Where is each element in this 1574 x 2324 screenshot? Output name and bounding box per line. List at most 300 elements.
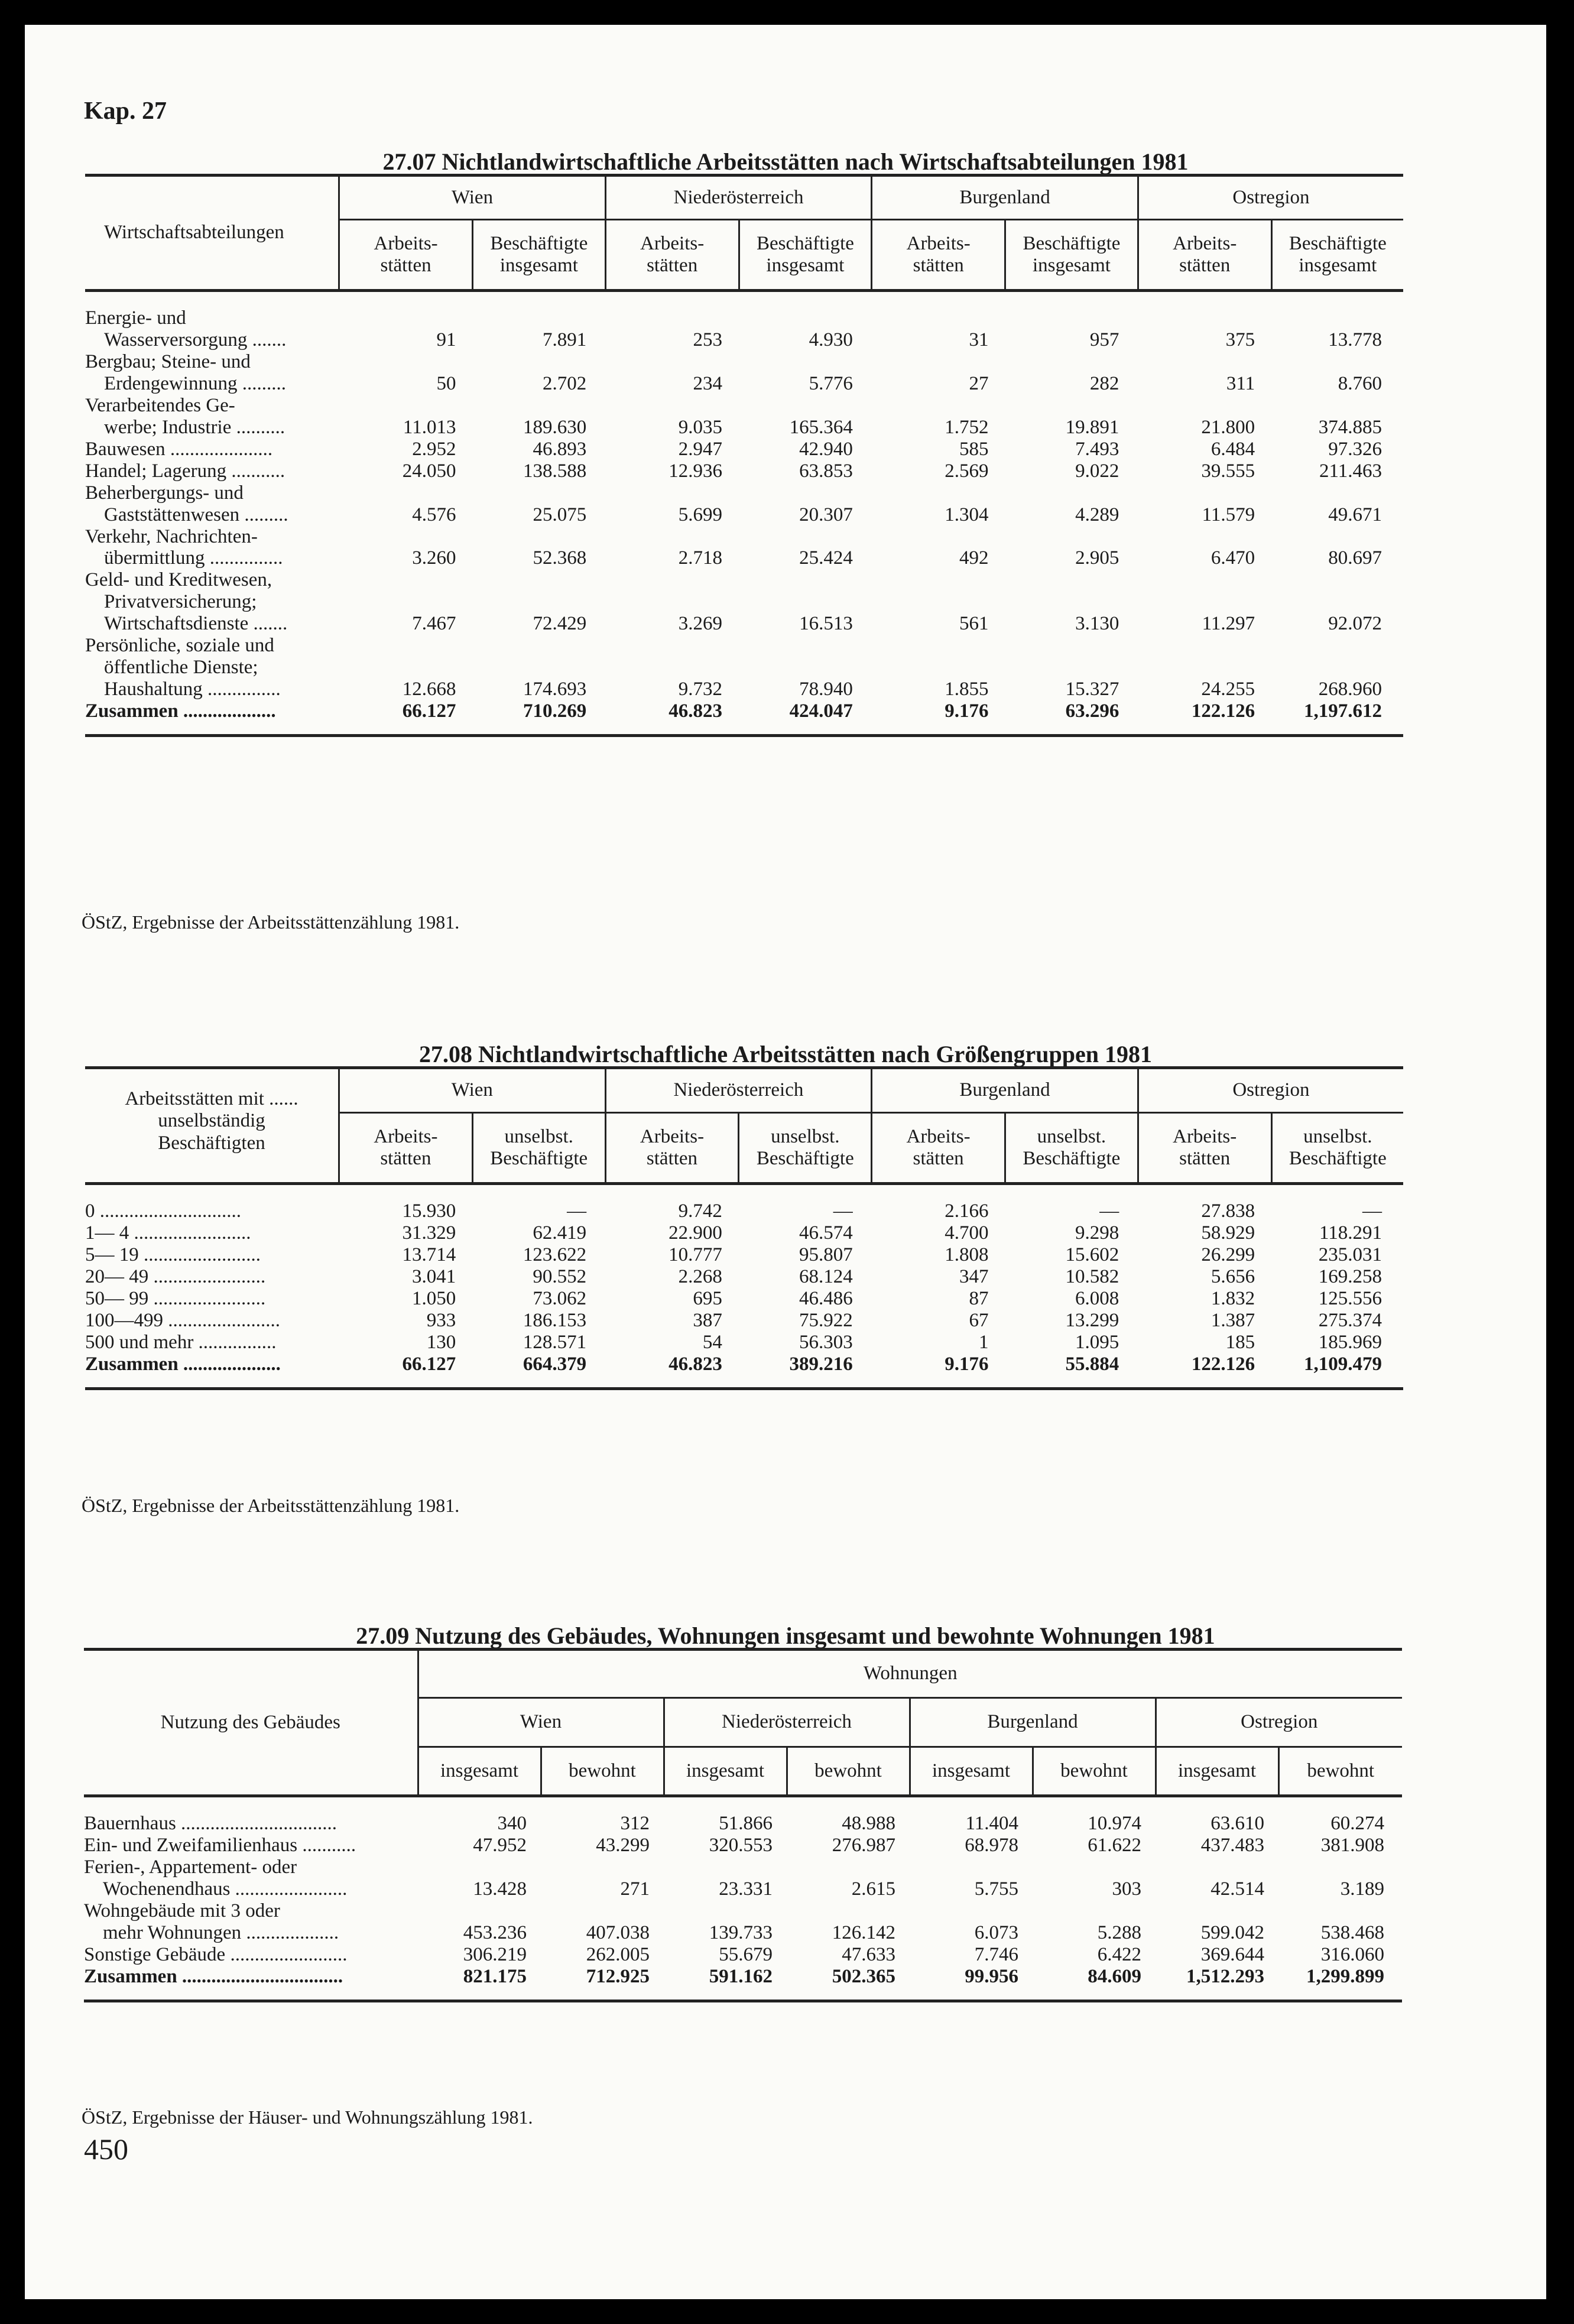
table-27-08-source: ÖStZ, Ergebnisse der Arbeitsstättenzählung 1981. (82, 1495, 460, 1516)
table-cell: 91 (436, 329, 456, 350)
table-row (85, 1244, 1403, 1266)
table-cell: 2.268 (678, 1265, 722, 1287)
table-cell: 374.885 (1318, 416, 1382, 438)
table-cell: 24.255 (1201, 679, 1255, 700)
table-cell: 52.368 (533, 547, 587, 569)
table-cell: 46.574 (799, 1222, 853, 1244)
column-header: insgesamt (1156, 1747, 1278, 1796)
table-cell: 561 (959, 613, 989, 635)
row-label: Bauernhaus ................................ (84, 1813, 337, 1834)
row-label: Energie- und (85, 307, 186, 329)
table-cell: 12.668 (402, 679, 456, 700)
table-cell: 31 (969, 329, 989, 350)
table-cell: 47.952 (473, 1834, 527, 1856)
table-cell: 492 (959, 547, 989, 569)
table-cell: 306.219 (463, 1943, 527, 1965)
table-row (85, 351, 1403, 373)
table-cell: 235.031 (1318, 1244, 1382, 1265)
table-cell: 211.463 (1319, 460, 1382, 482)
column-header: bewohnt (787, 1747, 910, 1796)
table-cell: 6.073 (974, 1921, 1018, 1943)
group-header: Wohnungen (418, 1650, 1402, 1698)
table-row (85, 1266, 1403, 1288)
table-row (85, 657, 1403, 679)
row-label: Privatversicherung; (104, 591, 257, 613)
table-cell: 49.671 (1328, 504, 1382, 525)
total-cell: 46.823 (668, 700, 722, 722)
table-cell: 73.062 (533, 1287, 587, 1309)
chapter-label: Kap. 27 (84, 98, 167, 125)
table-row (85, 439, 1403, 460)
table-cell: 11.013 (403, 416, 456, 438)
table-row (84, 1900, 1402, 1922)
table-cell: 387 (693, 1309, 722, 1331)
table-cell: 6.422 (1097, 1943, 1141, 1965)
table-cell: 185 (1225, 1331, 1255, 1353)
table-cell: 6.484 (1210, 438, 1255, 460)
table-row (85, 1288, 1403, 1310)
row-label: Sonstige Gebäude ........................ (84, 1943, 348, 1965)
table-cell: 7.493 (1075, 438, 1119, 460)
table-cell: 437.483 (1200, 1834, 1264, 1856)
table-cell: 39.555 (1201, 460, 1255, 482)
table-cell: 1 (978, 1331, 989, 1353)
table-cell: 138.588 (523, 460, 587, 482)
table-cell: 1.752 (945, 416, 989, 438)
table-cell: 24.050 (402, 460, 456, 482)
table-cell: 375 (1225, 329, 1255, 350)
table-cell: 25.075 (533, 504, 587, 525)
table-cell: 7.467 (412, 613, 456, 635)
total-cell: 591.162 (709, 1965, 773, 1987)
row-label: Beherbergungs- und (85, 482, 244, 504)
table-cell: 4.930 (809, 329, 853, 350)
table-row (84, 1944, 1402, 1966)
total-cell: 1,197.612 (1304, 700, 1382, 722)
total-cell: 9.176 (945, 700, 989, 722)
table-cell: 50 (436, 372, 456, 394)
table-cell: 46.486 (799, 1287, 853, 1309)
table-cell: 262.005 (586, 1943, 650, 1965)
region-header: Wien (339, 176, 606, 220)
total-cell: 122.126 (1191, 1353, 1255, 1375)
table-cell: 21.800 (1201, 416, 1255, 438)
table-cell: 20.307 (799, 504, 853, 525)
table-row (85, 635, 1403, 657)
table-row (85, 569, 1403, 591)
table-cell: 56.303 (799, 1331, 853, 1353)
table-cell: 80.697 (1328, 547, 1382, 569)
table-cell: 1.387 (1210, 1309, 1255, 1331)
table-cell: 316.060 (1320, 1943, 1384, 1965)
table-row (85, 679, 1403, 700)
table-row (85, 613, 1403, 635)
total-cell: 1,299.899 (1306, 1965, 1384, 1987)
table-cell: 1.050 (412, 1287, 456, 1309)
column-header: Arbeits- stätten (872, 1113, 1005, 1184)
table-27-08 (85, 1066, 1403, 1390)
table-cell: 312 (620, 1813, 650, 1834)
table-cell: 63.853 (799, 460, 853, 482)
table-cell: 3.130 (1075, 613, 1119, 635)
row-label: Wasserversorgung ....... (104, 329, 287, 350)
table-cell: 27.838 (1201, 1200, 1255, 1222)
table-cell: 13.714 (402, 1244, 456, 1265)
table-row (85, 417, 1403, 439)
table-cell: 87 (969, 1287, 989, 1309)
page-number: 450 (84, 2133, 128, 2166)
column-header: Arbeits- stätten (1138, 1113, 1271, 1184)
table-cell: 369.644 (1200, 1943, 1264, 1965)
region-header: Ostregion (1156, 1698, 1402, 1747)
table-cell: — (567, 1200, 587, 1222)
table-cell: 1.832 (1210, 1287, 1255, 1309)
table-cell: 48.988 (842, 1813, 895, 1834)
table-cell: 60.274 (1330, 1813, 1384, 1834)
table-cell: 11.579 (1202, 504, 1255, 525)
table-27-08-title: 27.08 Nichtlandwirtschaftliche Arbeitsstätten nach Größengruppen 1981 (419, 1041, 1152, 1067)
table-cell: 234 (693, 372, 722, 394)
table-cell: 347 (959, 1265, 989, 1287)
total-cell: 84.609 (1088, 1965, 1141, 1987)
table-cell: — (1362, 1200, 1382, 1222)
table-cell: — (1099, 1200, 1119, 1222)
table-cell: 15.930 (402, 1200, 456, 1222)
table-cell: 5.288 (1097, 1921, 1141, 1943)
total-cell: 63.296 (1065, 700, 1119, 722)
table-27-07 (85, 174, 1403, 737)
total-cell: 66.127 (402, 700, 456, 722)
total-row (84, 1966, 1402, 1988)
region-header: Burgenland (872, 176, 1138, 220)
table-cell: 51.866 (719, 1813, 773, 1834)
table-cell: 9.035 (678, 416, 722, 438)
table-cell: 311 (1226, 372, 1255, 394)
total-row (85, 700, 1403, 722)
row-label: Ein- und Zweifamilienhaus ........... (84, 1834, 356, 1856)
table-cell: 1.304 (945, 504, 989, 525)
table-cell: 31.329 (402, 1222, 456, 1244)
table-cell: 19.891 (1065, 416, 1119, 438)
table-cell: 97.326 (1328, 438, 1382, 460)
table-cell: 42.514 (1210, 1878, 1264, 1900)
column-header: unselbst. Beschäftigte (1271, 1113, 1403, 1184)
total-cell: 66.127 (402, 1353, 456, 1375)
column-header: Beschäftigte insgesamt (1271, 220, 1403, 291)
column-header: Arbeits- stätten (339, 1113, 473, 1184)
table-row (85, 547, 1403, 569)
table-cell: 275.374 (1318, 1309, 1382, 1331)
table-cell: 58.929 (1201, 1222, 1255, 1244)
table-cell: 95.807 (799, 1244, 853, 1265)
table-cell: 123.622 (522, 1244, 587, 1265)
column-header: Arbeits- stätten (872, 220, 1005, 291)
table-cell: 303 (1112, 1878, 1141, 1900)
table-cell: 26.299 (1201, 1244, 1255, 1265)
table-row (84, 1835, 1402, 1856)
table-27-09-title: 27.09 Nutzung des Gebäudes, Wohnungen insgesamt und bewohnte Wohnungen 1981 (356, 1622, 1215, 1649)
total-label: Zusammen ................... (85, 700, 276, 722)
total-cell: 55.884 (1065, 1353, 1119, 1375)
total-cell: 1,512.293 (1186, 1965, 1264, 1987)
table-cell: 165.364 (789, 416, 853, 438)
column-header: Arbeits- stätten (339, 220, 473, 291)
table-cell: 6.470 (1210, 547, 1255, 569)
row-label: mehr Wohnungen ................... (103, 1921, 339, 1943)
table-row (85, 1310, 1403, 1332)
table-cell: 9.022 (1075, 460, 1119, 482)
row-label: Persönliche, soziale und (85, 635, 274, 657)
total-cell: 1,109.479 (1304, 1353, 1382, 1375)
row-label: Verarbeitendes Ge- (85, 394, 235, 416)
row-label: 500 und mehr ................ (85, 1331, 277, 1353)
table-cell: 63.610 (1210, 1813, 1264, 1834)
table-cell: 320.553 (709, 1834, 773, 1856)
row-label: Handel; Lagerung ........... (85, 460, 285, 482)
table-cell: 25.424 (799, 547, 853, 569)
table-cell: 6.008 (1075, 1287, 1119, 1309)
table-cell: 9.732 (678, 679, 722, 700)
table-cell: 16.513 (799, 613, 853, 635)
table-cell: 3.260 (412, 547, 456, 569)
row-label: Erdengewinnung ......... (104, 372, 286, 394)
row-label: 0 ............................. (85, 1200, 241, 1222)
row-label: 50— 99 ....................... (85, 1287, 266, 1309)
table-cell: 5.699 (678, 504, 722, 525)
stub-header: Wirtschaftsabteilungen (104, 222, 284, 244)
table-cell: 75.922 (799, 1309, 853, 1331)
table-cell: 68.124 (799, 1265, 853, 1287)
table-cell: 10.777 (668, 1244, 722, 1265)
column-header: bewohnt (541, 1747, 664, 1796)
table-cell: 3.189 (1340, 1878, 1384, 1900)
table-cell: 538.468 (1320, 1921, 1384, 1943)
table-cell: — (833, 1200, 853, 1222)
table-cell: 54 (702, 1331, 722, 1353)
region-header: Wien (418, 1698, 664, 1747)
table-cell: 139.733 (709, 1921, 773, 1943)
table-cell: 47.633 (842, 1943, 895, 1965)
row-label: Wochenendhaus ....................... (103, 1878, 348, 1900)
table-cell: 46.893 (533, 438, 587, 460)
row-label: öffentliche Dienste; (104, 657, 258, 679)
table-cell: 42.940 (799, 438, 853, 460)
row-label: Gaststättenwesen ......... (104, 504, 288, 525)
table-cell: 4.576 (412, 504, 456, 525)
table-cell: 585 (959, 438, 989, 460)
table-cell: 118.291 (1319, 1222, 1382, 1244)
total-cell: 821.175 (463, 1965, 527, 1987)
table-cell: 92.072 (1328, 613, 1382, 635)
total-cell: 122.126 (1191, 700, 1255, 722)
row-label: 5— 19 ........................ (85, 1244, 261, 1265)
table-cell: 13.299 (1065, 1309, 1119, 1331)
table-cell: 453.236 (463, 1921, 527, 1943)
table-cell: 67 (969, 1309, 989, 1331)
table-cell: 10.974 (1088, 1813, 1141, 1834)
total-cell: 710.269 (523, 700, 587, 722)
table-cell: 2.952 (412, 438, 456, 460)
column-header: bewohnt (1033, 1747, 1156, 1796)
table-row (85, 591, 1403, 613)
table-cell: 282 (1089, 372, 1119, 394)
column-header: Beschäftigte insgesamt (472, 220, 605, 291)
table-row (84, 1856, 1402, 1878)
table-cell: 186.153 (522, 1309, 587, 1331)
table-cell: 4.289 (1075, 504, 1119, 525)
table-cell: 271 (620, 1878, 650, 1900)
row-label: Verkehr, Nachrichten- (85, 525, 258, 547)
row-label: werbe; Industrie .......... (104, 416, 285, 438)
table-cell: 185.969 (1318, 1331, 1382, 1353)
column-header: unselbst. Beschäftigte (472, 1113, 605, 1184)
table-cell: 11.297 (1202, 613, 1255, 635)
table-cell: 5.776 (809, 372, 853, 394)
table-cell: 2.702 (543, 372, 587, 394)
column-header: Arbeits- stätten (605, 1113, 739, 1184)
total-cell: 424.047 (789, 700, 853, 722)
table-cell: 340 (497, 1813, 527, 1834)
row-label: Bauwesen ..................... (85, 438, 273, 460)
table-cell: 253 (693, 329, 722, 350)
table-cell: 78.940 (799, 679, 853, 700)
row-label: 100—499 ....................... (85, 1309, 280, 1331)
total-cell: 46.823 (668, 1353, 722, 1375)
table-cell: 381.908 (1320, 1834, 1384, 1856)
table-cell: 15.327 (1065, 679, 1119, 700)
total-cell: 664.379 (522, 1353, 587, 1375)
total-cell: 9.176 (945, 1353, 989, 1375)
region-header: Burgenland (910, 1698, 1156, 1747)
table-cell: 2.166 (945, 1200, 989, 1222)
region-header: Burgenland (872, 1068, 1138, 1113)
table-cell: 2.569 (945, 460, 989, 482)
region-header: Niederösterreich (605, 176, 872, 220)
table-cell: 22.900 (668, 1222, 722, 1244)
table-row (84, 1878, 1402, 1900)
total-label: Zusammen ................................. (84, 1965, 343, 1987)
table-cell: 62.419 (533, 1222, 587, 1244)
row-label: übermittlung ............... (104, 547, 283, 569)
table-cell: 13.778 (1328, 329, 1382, 350)
table-cell: 11.404 (965, 1813, 1018, 1834)
table-row (84, 1922, 1402, 1944)
table-27-07-source: ÖStZ, Ergebnisse der Arbeitsstättenzählung 1981. (82, 911, 460, 933)
table-cell: 9.298 (1075, 1222, 1119, 1244)
table-cell: 9.742 (678, 1200, 722, 1222)
table-cell: 130 (426, 1331, 456, 1353)
column-header: Beschäftigte insgesamt (1005, 220, 1138, 291)
column-header: insgesamt (664, 1747, 787, 1796)
table-cell: 276.987 (832, 1834, 895, 1856)
table-cell: 43.299 (596, 1834, 650, 1856)
column-header: Arbeits- stätten (1138, 220, 1271, 291)
column-header: insgesamt (418, 1747, 541, 1796)
table-cell: 27 (969, 372, 989, 394)
table-row (85, 395, 1403, 417)
table-cell: 1.855 (945, 679, 989, 700)
table-cell: 61.622 (1088, 1834, 1141, 1856)
total-cell: 389.216 (789, 1353, 853, 1375)
region-header: Niederösterreich (605, 1068, 872, 1113)
column-header: unselbst. Beschäftigte (1005, 1113, 1138, 1184)
row-label: Haushaltung ............... (104, 679, 281, 700)
table-cell: 125.556 (1318, 1287, 1382, 1309)
table-cell: 68.978 (965, 1834, 1018, 1856)
table-cell: 128.571 (522, 1331, 587, 1353)
table-cell: 3.269 (678, 613, 722, 635)
total-label: Zusammen .................... (85, 1353, 281, 1375)
column-header: Beschäftigte insgesamt (739, 220, 872, 291)
table-row (84, 1813, 1402, 1835)
table-cell: 1.808 (945, 1244, 989, 1265)
table-cell: 5.755 (974, 1878, 1018, 1900)
table-cell: 599.042 (1200, 1921, 1264, 1943)
table-cell: 15.602 (1065, 1244, 1119, 1265)
table-cell: 268.960 (1318, 679, 1382, 700)
table-27-09-source: ÖStZ, Ergebnisse der Häuser- und Wohnungszählung 1981. (82, 2106, 533, 2128)
row-label: Wohngebäude mit 3 oder (84, 1900, 280, 1921)
row-label: Geld- und Kreditwesen, (85, 569, 272, 591)
row-label: 1— 4 ........................ (85, 1222, 251, 1244)
table-cell: 695 (693, 1287, 722, 1309)
table-row (85, 1222, 1403, 1244)
table-row (85, 460, 1403, 482)
table-cell: 3.041 (412, 1265, 456, 1287)
table-row (85, 1200, 1403, 1222)
total-cell: 712.925 (586, 1965, 650, 1987)
table-row (85, 526, 1403, 548)
table-cell: 90.552 (533, 1265, 587, 1287)
table-row (85, 307, 1403, 329)
column-header: bewohnt (1278, 1747, 1402, 1796)
row-label: Bergbau; Steine- und (85, 350, 251, 372)
table-cell: 8.760 (1338, 372, 1382, 394)
table-cell: 2.905 (1075, 547, 1119, 569)
table-cell: 5.656 (1210, 1265, 1255, 1287)
table-cell: 126.142 (832, 1921, 895, 1943)
page (25, 25, 1546, 2299)
region-header: Niederösterreich (664, 1698, 910, 1747)
stub-header: Nutzung des Gebäudes (160, 1711, 340, 1733)
column-header: Arbeits- stätten (605, 220, 739, 291)
row-label: 20— 49 ....................... (85, 1265, 266, 1287)
row-label: Wirtschaftsdienste ....... (104, 613, 288, 635)
table-cell: 7.891 (543, 329, 587, 350)
table-cell: 169.258 (1318, 1265, 1382, 1287)
table-cell: 407.038 (586, 1921, 650, 1943)
table-row (85, 373, 1403, 395)
table-cell: 957 (1089, 329, 1119, 350)
table-row (85, 329, 1403, 351)
table-cell: 10.582 (1065, 1265, 1119, 1287)
table-cell: 55.679 (719, 1943, 773, 1965)
table-cell: 933 (426, 1309, 456, 1331)
region-header: Wien (339, 1068, 606, 1113)
table-cell: 2.615 (851, 1878, 895, 1900)
table-27-09 (84, 1648, 1402, 2002)
table-cell: 12.936 (668, 460, 722, 482)
table-cell: 4.700 (945, 1222, 989, 1244)
table-cell: 2.947 (678, 438, 722, 460)
stub-header: Arbeitsstätten mit ...... unselbständig Beschäftigten (125, 1088, 298, 1154)
table-cell: 23.331 (719, 1878, 773, 1900)
region-header: Ostregion (1138, 176, 1403, 220)
table-27-07-title: 27.07 Nichtlandwirtschaftliche Arbeitsstätten nach Wirtschaftsabteilungen 1981 (382, 148, 1189, 175)
total-row (85, 1353, 1403, 1375)
table-row (85, 1332, 1403, 1353)
table-cell: 174.693 (523, 679, 587, 700)
